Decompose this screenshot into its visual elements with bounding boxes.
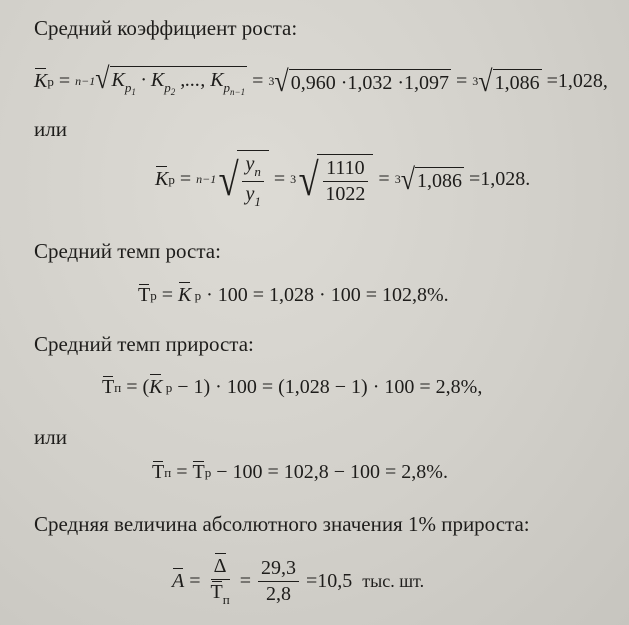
or-text-2: или xyxy=(34,425,67,449)
frac-delta-tp: $\frac{\Delta}{T_п}$ xyxy=(210,555,230,607)
formula-growth-rate: T р = K р · 100 = 1,028 · 100 = 102,8%. xyxy=(138,284,449,306)
unit-text: тыс. шт. xyxy=(362,570,425,591)
frac-yn-y1: $\frac{y_n}{y_1}$ xyxy=(242,153,263,210)
or-text-1: или xyxy=(34,117,67,141)
heading-abs-value-one-percent: Средняя величина абсолютного значения 1% прироста: xyxy=(34,512,530,536)
frac-29-3-2-8: $\frac{29,3}{2,8}$ xyxy=(258,557,299,606)
formula-abs-value: A = $\frac{\Delta}{T_п}$ = $\frac{29,3}{2,8}$ =10,5 тыс. шт. xyxy=(172,555,425,607)
heading-avg-growth-coefficient: Средний коэффициент роста: xyxy=(34,16,298,40)
heading-avg-increase-rate: Средний темп прироста: xyxy=(34,332,254,356)
kp-sub: р xyxy=(47,73,54,89)
formula-increase-rate-2: T п = T р − 100 = 102,8 − 100 = 2,8%. xyxy=(152,461,448,483)
result-2: =1,028. xyxy=(468,168,531,191)
formula-growth-coefficient-levels: K р = n−1 √ $\frac{y_n}{y_1}$ = 3 √ $\frac{1110}{1022}$ = 3 √ 1,086 =1,028. xyxy=(155,150,530,210)
root-1086: √ 1,086 xyxy=(478,64,540,98)
formula-increase-rate-1: T п = ( K р − 1) · 100 = (1,028 − 1) · 100 = 2,8%, xyxy=(102,376,483,398)
root-product: √ $K_{p_1} \cdot K_{p_2}$ ,..., $K_{p_{n-1}}$ xyxy=(95,61,246,97)
formula-growth-coefficient-product: K р = n−1 √ $K_{p_1} \cdot K_{p_2}$ ,..., $K_{p_{n-1}}$ = 3 √ 0,960 ·1,032 ·1,097 = 3 √ 1,086 =1,028, xyxy=(34,61,608,98)
frac-1110-1022: $\frac{1110}{1022}$ xyxy=(322,157,368,206)
result-1: =1,028, xyxy=(546,70,608,92)
result-abs: =10,5 xyxy=(305,569,353,592)
root-values: √ 0,960 ·1,032 ·1,097 xyxy=(274,64,450,98)
heading-avg-growth-rate: Средний темп роста: xyxy=(34,239,221,263)
kp-symbol: K xyxy=(34,70,48,92)
root-index: n−1 xyxy=(75,74,96,88)
